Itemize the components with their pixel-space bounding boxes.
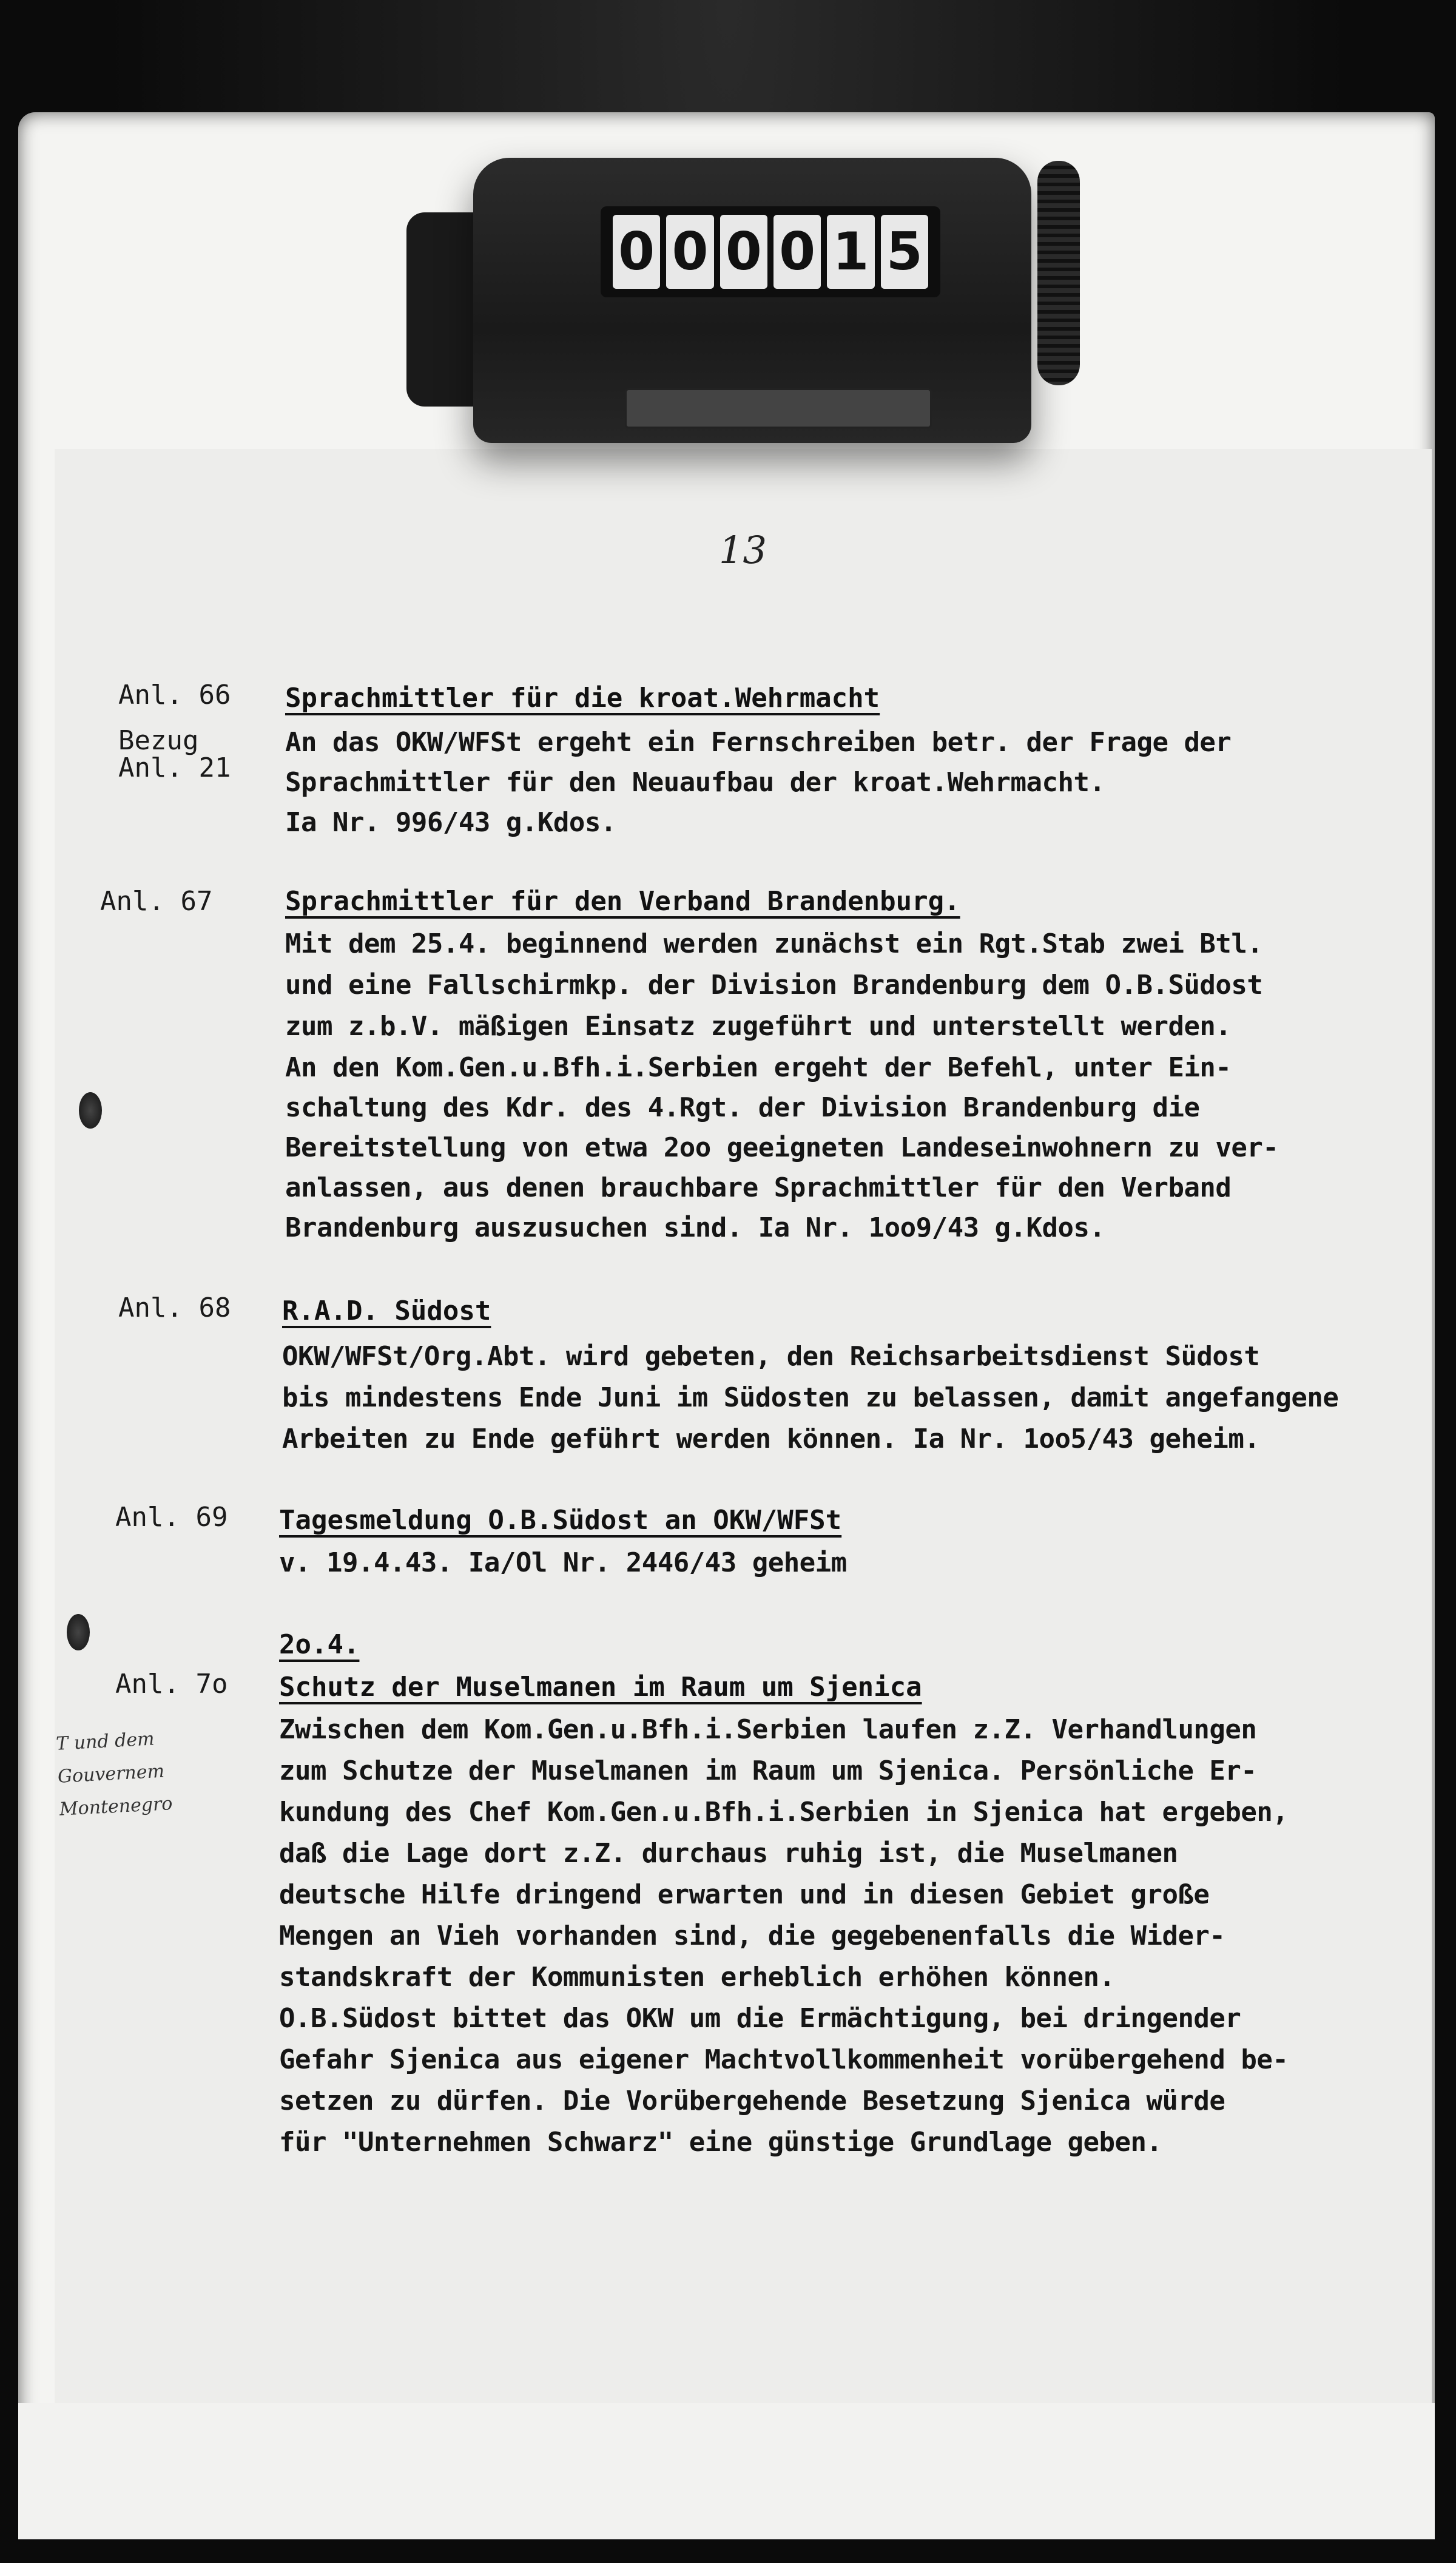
body-line: kundung des Chef Kom.Gen.u.Bfh.i.Serbien in Sjenica hat ergeben,: [279, 1797, 1289, 1828]
frame-counter: [461, 121, 1068, 461]
counter-digit: 5: [881, 215, 928, 289]
handwritten-note: [55, 1718, 242, 1826]
handwritten-note-line: Gouvernem: [57, 1760, 165, 1788]
body-line: deutsche Hilfe dringend erwarten und in diesen Gebiet große: [279, 1879, 1210, 1910]
body-line: für "Unternehmen Schwarz" eine günstige Grundlage geben.: [279, 2127, 1162, 2158]
body-line: anlassen, aus denen brauchbare Sprachmittler für den Verband: [285, 1172, 1232, 1203]
body-line: bis mindestens Ende Juni im Südosten zu belassen, damit angefangene: [282, 1382, 1339, 1413]
entry-heading: Schutz der Muselmanen im Raum um Sjenica: [279, 1672, 922, 1703]
entry-heading: R.A.D. Südost: [282, 1295, 491, 1326]
date-heading: 2o.4.: [279, 1629, 360, 1660]
body-line: Ia Nr. 996/43 g.Kdos.: [285, 807, 616, 838]
body-line: An das OKW/WFSt ergeht ein Fernschreiben betr. der Frage der: [285, 727, 1232, 758]
body-line: Bereitstellung von etwa 2oo geeigneten Landeseinwohnern zu ver-: [285, 1132, 1279, 1163]
handwritten-note-line: Montenegro: [59, 1793, 174, 1820]
annex-label: Anl. 69: [115, 1502, 228, 1533]
body-line: Sprachmittler für den Neuaufbau der kroat.Wehrmacht.: [285, 767, 1105, 798]
counter-digit: 0: [774, 215, 821, 289]
counter-window: [601, 206, 940, 297]
body-line: setzen zu dürfen. Die Vorübergehende Besetzung Sjenica würde: [279, 2085, 1225, 2116]
entry-heading: Tagesmeldung O.B.Südost an OKW/WFSt: [279, 1505, 842, 1536]
body-line: Arbeiten zu Ende geführt werden können. Ia Nr. 1oo5/43 geheim.: [282, 1423, 1260, 1454]
body-line: schaltung des Kdr. des 4.Rgt. der Division Brandenburg die: [285, 1092, 1200, 1123]
body-line: Mit dem 25.4. beginnend werden zunächst ein Rgt.Stab zwei Btl.: [285, 928, 1263, 959]
counter-plate: [625, 388, 932, 428]
body-line: Zwischen dem Kom.Gen.u.Bfh.i.Serbien laufen z.Z. Verhandlungen: [279, 1714, 1257, 1745]
reference-label: Anl. 21: [118, 752, 231, 783]
page-number: 13: [719, 528, 767, 572]
body-line: zum z.b.V. mäßigen Einsatz zugeführt und unterstellt werden.: [285, 1011, 1232, 1042]
entry-heading: Sprachmittler für den Verband Brandenburg.: [285, 886, 960, 917]
body-line: O.B.Südost bittet das OKW um die Ermächtigung, bei dringender: [279, 2003, 1241, 2034]
body-line: Mengen an Vieh vorhanden sind, die gegebenenfalls die Wider-: [279, 1920, 1225, 1951]
handwritten-note-line: T und dem: [55, 1728, 155, 1755]
punch-hole-icon: [67, 1614, 90, 1650]
body-line: zum Schutze der Muselmanen im Raum um Sjenica. Persönliche Er-: [279, 1755, 1257, 1786]
annex-label: Anl. 68: [118, 1292, 231, 1323]
annex-label: Anl. 66: [118, 680, 231, 711]
entry-heading: Sprachmittler für die kroat.Wehrmacht: [285, 683, 880, 714]
body-line: und eine Fallschirmkp. der Division Brandenburg dem O.B.Südost: [285, 970, 1263, 1001]
annex-label: Anl. 7o: [115, 1669, 228, 1700]
annex-label: Anl. 67: [100, 886, 213, 917]
counter-digit: 0: [613, 215, 660, 289]
reference-label: Bezug: [118, 725, 199, 756]
body-line: v. 19.4.43. Ia/Ol Nr. 2446/43 geheim: [279, 1547, 847, 1578]
body-line: An den Kom.Gen.u.Bfh.i.Serbien ergeht der Befehl, unter Ein-: [285, 1052, 1232, 1083]
body-line: Brandenburg auszusuchen sind. Ia Nr. 1oo9/43 g.Kdos.: [285, 1212, 1105, 1243]
punch-hole-icon: [79, 1092, 102, 1129]
counter-digit: 1: [827, 215, 874, 289]
body-line: OKW/WFSt/Org.Abt. wird gebeten, den Reichsarbeitsdienst Südost: [282, 1341, 1260, 1372]
body-line: daß die Lage dort z.Z. durchaus ruhig ist, die Muselmanen: [279, 1838, 1178, 1869]
paper-bottom: [18, 2403, 1435, 2539]
body-line: standskraft der Kommunisten erheblich erhöhen können.: [279, 1962, 1115, 1993]
body-line: Gefahr Sjenica aus eigener Machtvollkommenheit vorübergehend be-: [279, 2044, 1289, 2075]
counter-digit: 0: [720, 215, 767, 289]
counter-knob-icon: [1037, 161, 1080, 385]
counter-digit: 0: [666, 215, 713, 289]
